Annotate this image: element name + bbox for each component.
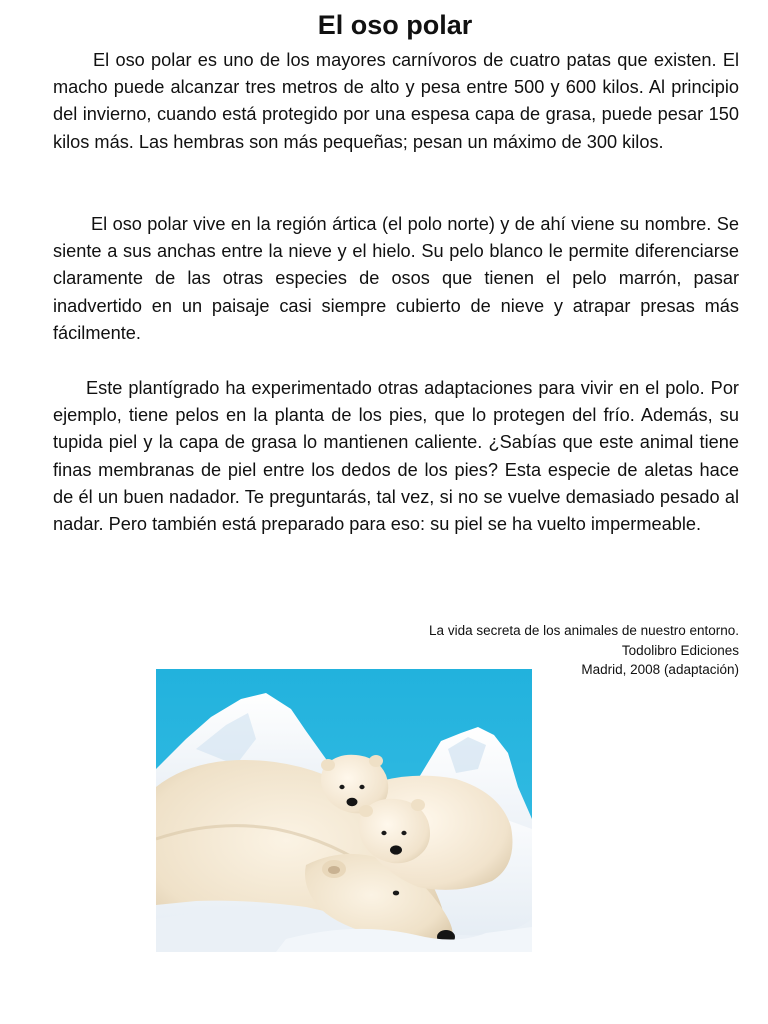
mother-bear-eye xyxy=(393,891,399,896)
polar-bear-photo xyxy=(156,669,532,952)
source-book-title: La vida secreta de los animales de nuestro entorno. xyxy=(429,623,739,638)
paragraph-1: El oso polar es uno de los mayores carnívoros de cuatro patas que existen. El macho puede alcanzar tres metros de alto y pesa entre 500 y 600 kilos. Al principio del invierno, cuando está protegido por una espesa capa de grasa, puede pesar 150 kilos más. Las hembras son más pequeñas; pesan un máximo de 300 kilos. xyxy=(53,50,739,152)
source-publisher: Todolibro Ediciones xyxy=(621,642,739,658)
paragraph-2: El oso polar vive en la región ártica (el polo norte) y de ahí viene su nombre. Se siente a sus anchas entre la nieve y el hielo. Su pelo blanco le permite diferenciarse claramente de las otras especies de osos que tienen el pelo marrón, pasar inadvertido en un paisaje casi siempre cubierto de nieve y atrapar presas más fácilmente. xyxy=(53,214,739,343)
paragraph-3: Este plantígrado ha experimentado otras adaptaciones para vivir en el polo. Por ejemplo, tiene pelos en la planta de los pies, que lo protegen del frío. Además, su tupida piel y la capa de grasa lo mantienen caliente. ¿Sabías que este animal tiene finas membranas de piel entre los dedos de los pies? Esta especie de aletas hace de él un buen nadador. Te preguntarás, tal vez, si no se vuelve demasiado pesado al nadar. Pero también está preparado para eso: su piel se ha vuelto impermeable. xyxy=(53,378,739,535)
page-title: El oso polar xyxy=(317,10,473,40)
source-place-date: Madrid, 2008 (adaptación) xyxy=(581,662,739,677)
